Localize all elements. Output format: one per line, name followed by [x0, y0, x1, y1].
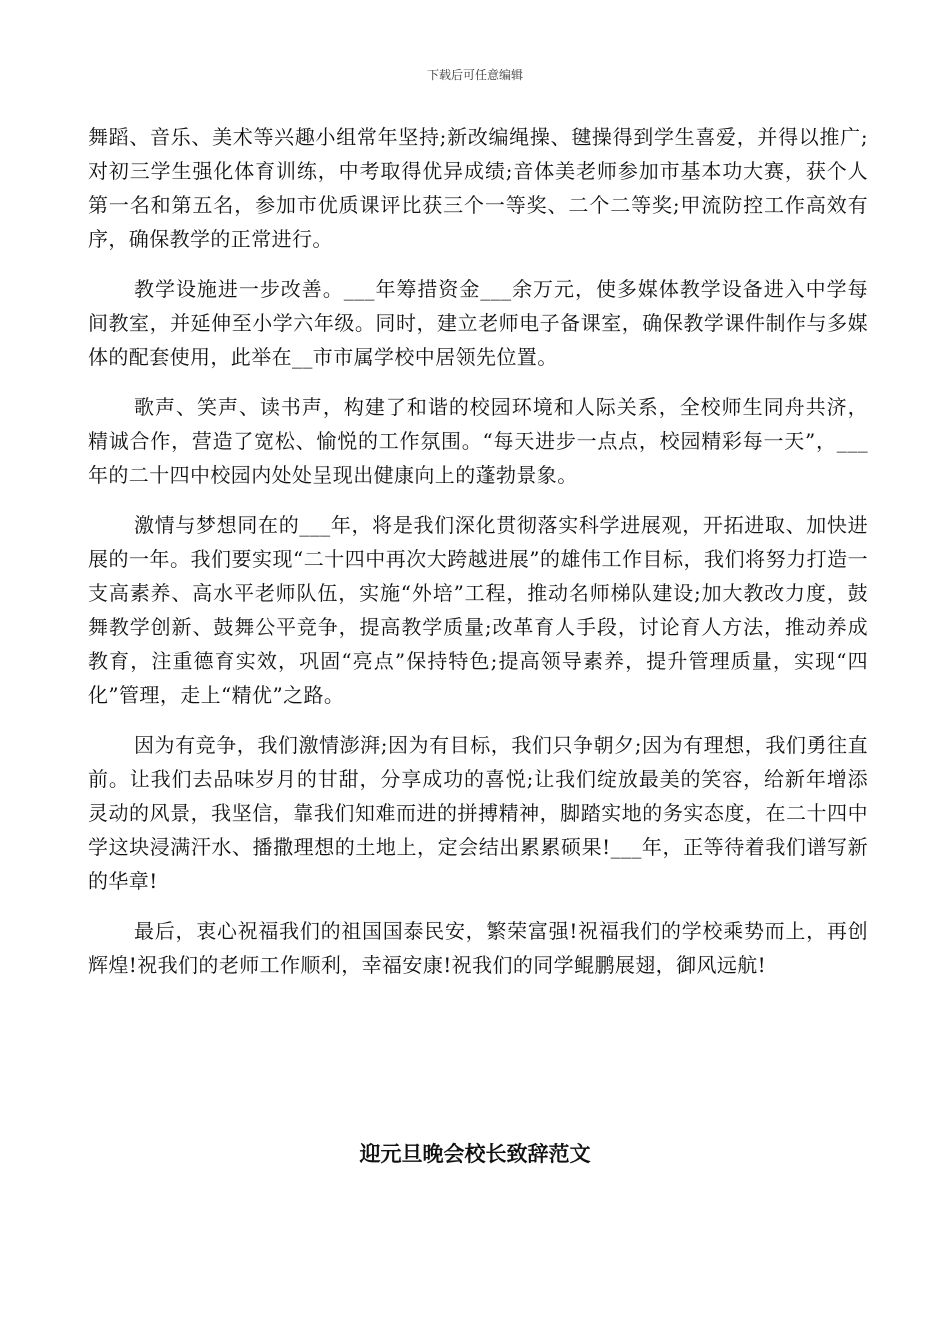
paragraph-closing-wishes: 最后，衷心祝福我们的祖国国泰民安，繁荣富强!祝福我们的学校乘势而上，再创辉煌!祝我们的老师工作顺利，幸福安康!祝我们的同学鲲鹏展翅，御风远航! [88, 919, 868, 977]
paragraph-campus-atmosphere: 歌声、笑声、读书声，构建了和谐的校园环境和人际关系，全校师生同舟共济，精诚合作，营造了宽松、愉悦的工作氛围。“每天进步一点点，校园精彩每一天”，___年的二十四中校园内处处呈现出健康向上的蓬勃景象。 [88, 395, 868, 487]
page-header: 下载后可任意编辑 [426, 68, 523, 82]
paragraph-new-year-goals: 激情与梦想同在的___年，将是我们深化贯彻落实科学进展观，开拓进取、加快进展的一年。我们要实现“二十四中再次大跨越进展”的雄伟工作目标，我们将努力打造一支高素养、高水平老师队伍，实施“外培”工程，推动名师梯队建设;加大教改力度，鼓舞教学创新、鼓舞公平竞争，提高教学质量;改革育人手段，讨论育人方法，推动养成教育，注重德育实效，巩固“亮点”保持特色;提高领导素养，提升管理质量，实现“四化”管理，走上“精优”之路。 [88, 513, 868, 707]
section-title: 迎元旦晚会校长致辞范文 [359, 1141, 591, 1166]
paragraph-aspirations: 因为有竞争，我们激情澎湃;因为有目标，我们只争朝夕;因为有理想，我们勇往直前。让我们去品味岁月的甘甜，分享成功的喜悦;让我们绽放最美的笑容，给新年增添灵动的风景，我坚信，靠我们知难而进的拼搏精神，脚踏实地的务实态度，在二十四中学这块浸满汗水、播撒理想的土地上，定会结出累累硕果!___年，正等待着我们谱写新的华章! [88, 733, 868, 893]
body-text [88, 120, 868, 998]
paragraph-activities: 舞蹈、音乐、美术等兴趣小组常年坚持;新改编绳操、毽操得到学生喜爱，并得以推广;对初三学生强化体育训练，中考取得优异成绩;音体美老师参加市基本功大赛，获个人第一名和第五名，参加市优质课评比获三个一等奖、二个二等奖;甲流防控工作高效有序，确保教学的正常进行。 [88, 125, 868, 251]
paragraph-facilities: 教学设施进一步改善。___年筹措资金___余万元，使多媒体教学设备进入中学每间教室，并延伸至小学六年级。同时，建立老师电子备课室，确保教学课件制作与多媒体的配套使用，此举在__市市属学校中居领先位置。 [88, 277, 868, 369]
